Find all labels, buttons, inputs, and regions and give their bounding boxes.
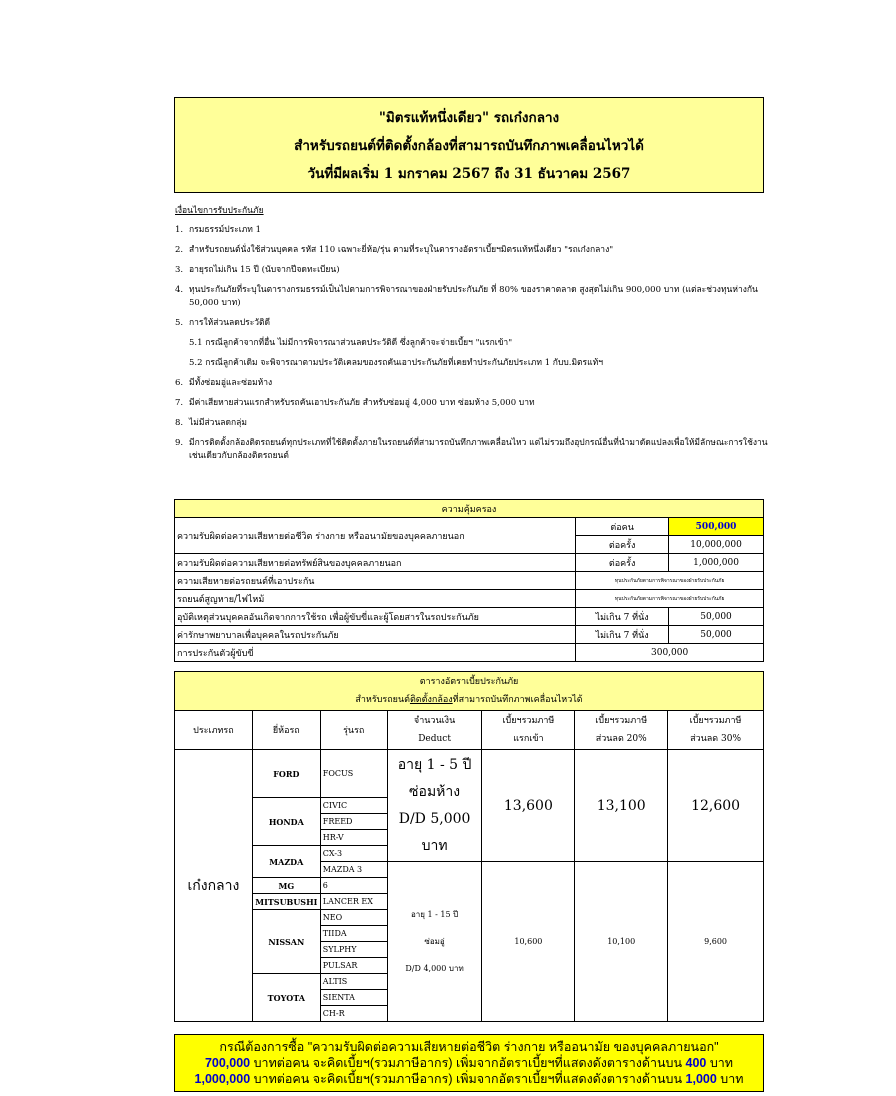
tier2-premium-20: 10,100 <box>575 862 668 1022</box>
coverage-value: ทุนประกันภัยตามการพิจารณาของฝ่ายรับประกันภัย <box>576 590 764 608</box>
coverage-sub: ต่อครั้ง <box>576 554 669 572</box>
model-cell: SIENTA <box>320 990 387 1006</box>
model-cell: LANCER EX <box>320 894 387 910</box>
model-cell: FOCUS <box>320 750 387 798</box>
conditions-section <box>175 205 775 470</box>
coverage-sub: ต่อคน <box>576 518 669 536</box>
tier1-deduct: อายุ 1 - 5 ปี ซ่อมห้าง D/D 5,000 บาท <box>387 750 482 862</box>
condition-item: 9. มีการติดตั้งกล้องติดรถยนต์ทุกประเภทที่ใช้ติดตั้งภายในรถยนต์ที่สามารถบันทึกภาพเคลื่อนไหว แต่ไม่รวมถึงอุปกรณ์อื่นที่นำมาดัดแปลงเพื่อให้มีลักษณะการใช้งานเช่นเดียวกับกล้องติดรถยนต์ <box>175 438 768 461</box>
tier2-premium-30: 9,600 <box>668 862 764 1022</box>
brand-cell: MAZDA <box>252 846 320 878</box>
condition-item: 8. ไม่มีส่วนลดกลุ่ม <box>175 418 247 428</box>
model-cell: SYLPHY <box>320 942 387 958</box>
footer-line-1: กรณีต้องการซื้อ "ความรับผิดต่อความเสียหายต่อชีวิต ร่างกาย หรืออนามัย ของบุคคลภายนอก" <box>219 1040 719 1054</box>
rate-table <box>174 671 764 1022</box>
coverage-title: ความคุ้มครอง <box>175 500 764 518</box>
coverage-table <box>174 499 764 662</box>
tier1-premium-20: 13,100 <box>575 750 668 862</box>
model-cell: ALTIS <box>320 974 387 990</box>
condition-sub-item: 5.1 กรณีลูกค้าจากที่อื่น ไม่มีการพิจารณาส่วนลดประวัติดี ซึ่งลูกค้าจะจ่ายเบี้ยฯ "แรกเข้า" <box>189 338 513 348</box>
coverage-sub: ไม่เกิน 7 ที่นั่ง <box>576 608 669 626</box>
header-premium-20: เบี้ยฯรวมภาษี ส่วนลด 20% <box>575 711 668 750</box>
header-line-3: วันที่มีผลเริ่ม 1 มกราคม 2567 ถึง 31 ธันวาคม 2567 <box>307 166 631 182</box>
header-premium-new: เบี้ยฯรวมภาษี แรกเข้า <box>482 711 575 750</box>
brand-cell: MG <box>252 878 320 894</box>
condition-sub-item: 5.2 กรณีลูกค้าเดิม จะพิจารณาตามประวัติเคลมของรถคันเอาประกันภัยที่เคยทำประกันภัยประเภท 1 กับบ.มิตรแท้ฯ <box>189 358 603 368</box>
header-premium-30: เบี้ยฯรวมภาษี ส่วนลด 30% <box>668 711 764 750</box>
coverage-value: 1,000,000 <box>669 554 764 572</box>
coverage-value: 50,000 <box>669 626 764 644</box>
condition-item: 7. มีค่าเสียหายส่วนแรกสำหรับรถคันเอาประกันภัย สำหรับซ่อมอู่ 4,000 บาท ซ่อมห้าง 5,000 บาท <box>175 398 535 408</box>
rate-title: ตารางอัตราเบี้ยประกันภัย สำหรับรถยนต์ติดตั้งกล้องที่สามารถบันทึกภาพเคลื่อนไหวได้ <box>175 672 764 711</box>
header-deduct: จำนวนเงิน Deduct <box>387 711 482 750</box>
document-header <box>174 97 764 193</box>
coverage-label: ความรับผิดต่อความเสียหายต่อชีวิต ร่างกาย หรืออนามัยของบุคคลภายนอก <box>175 518 576 554</box>
model-cell: HR-V <box>320 830 387 846</box>
tier1-premium-new: 13,600 <box>482 750 575 862</box>
footer-note <box>174 1034 764 1092</box>
model-cell: 6 <box>320 878 387 894</box>
condition-item: 5. การให้ส่วนลดประวัติดี <box>175 318 271 328</box>
coverage-label: ค่ารักษาพยาบาลเพื่อบุคคลในรถประกันภัย <box>175 626 576 644</box>
footer-line-2: 700,000 บาทต่อคน จะคิดเบี้ยฯ(รวมภาษีอากร) เพิ่มจากอัตราเบี้ยฯที่แสดงดังตารางด้านบน 400 บาท <box>204 1056 734 1070</box>
brand-cell: TOYOTA <box>252 974 320 1022</box>
condition-item: 1. กรมธรรม์ประเภท 1 <box>175 225 261 235</box>
model-cell: NEO <box>320 910 387 926</box>
coverage-value: 10,000,000 <box>669 536 764 554</box>
coverage-sub: ต่อครั้ง <box>576 536 669 554</box>
coverage-label: รถยนต์สูญหาย/ไฟไหม้ <box>175 590 576 608</box>
coverage-value: 300,000 <box>576 644 764 662</box>
header-line-2: สำหรับรถยนต์ที่ติดตั้งกล้องที่สามารถบันทึกภาพเคลื่อนไหวได้ <box>294 138 644 154</box>
header-type: ประเภทรถ <box>175 711 253 750</box>
coverage-label: การประกันตัวผู้ขับขี่ <box>175 644 576 662</box>
model-cell: MAZDA 3 <box>320 862 387 878</box>
model-cell: FREED <box>320 814 387 830</box>
model-cell: CH-R <box>320 1006 387 1022</box>
tier2-deduct: อายุ 1 - 15 ปี ซ่อมอู่ D/D 4,000 บาท <box>387 862 482 1022</box>
header-model: รุ่นรถ <box>320 711 387 750</box>
header-brand: ยี่ห้อรถ <box>252 711 320 750</box>
tier2-premium-new: 10,600 <box>482 862 575 1022</box>
condition-item: 2. สำหรับรถยนต์นั่งใช้ส่วนบุคคล รหัส 110 เฉพาะยี่ห้อ/รุ่น ตามที่ระบุในตารางอัตราเบี้ยฯมิตรแท้หนึ่งเดียว "รถเก๋งกลาง" <box>175 245 614 255</box>
brand-cell: MITSUBUSHI <box>252 894 320 910</box>
coverage-label: ความรับผิดต่อความเสียหายต่อทรัพย์สินของบุคคลภายนอก <box>175 554 576 572</box>
header-line-1: "มิตรแท้หนึ่งเดียว" รถเก๋งกลาง <box>378 110 560 126</box>
footer-line-3: 1,000,000 บาทต่อคน จะคิดเบี้ยฯ(รวมภาษีอากร) เพิ่มจากอัตราเบี้ยฯที่แสดงดังตารางด้านบน 1,000 บาท <box>194 1072 744 1086</box>
model-cell: TIIDA <box>320 926 387 942</box>
conditions-title: เงื่อนไขการรับประกันภัย <box>175 206 264 216</box>
condition-item: 4. ทุนประกันภัยที่ระบุในตารางกรมธรรม์เป็นไปตามการพิจารณาของฝ่ายรับประกันภัย ที่ 80% ของราคาตลาด สูงสุดไม่เกิน 900,000 บาท (แต่ละช่วงทุนห่างกัน 50,000 บาท) <box>175 285 758 308</box>
coverage-label: อุบัติเหตุส่วนบุคคลอันเกิดจากการใช้รถ เพื่อผู้ขับขี่และผู้โดยสารในรถประกันภัย <box>175 608 576 626</box>
tier1-premium-30: 12,600 <box>668 750 764 862</box>
coverage-value: ทุนประกันภัยตามการพิจารณาของฝ่ายรับประกันภัย <box>576 572 764 590</box>
coverage-label: ความเสียหายต่อรถยนต์ที่เอาประกัน <box>175 572 576 590</box>
brand-cell: HONDA <box>252 798 320 846</box>
model-cell: CIVIC <box>320 798 387 814</box>
brand-cell: NISSAN <box>252 910 320 974</box>
model-cell: CX-3 <box>320 846 387 862</box>
model-cell: PULSAR <box>320 958 387 974</box>
coverage-value-highlight: 500,000 <box>669 518 764 536</box>
coverage-sub: ไม่เกิน 7 ที่นั่ง <box>576 626 669 644</box>
brand-cell: FORD <box>252 750 320 798</box>
car-type: เก๋งกลาง <box>175 750 253 1022</box>
condition-item: 6. มีทั้งซ่อมอู่และซ่อมห้าง <box>175 378 273 388</box>
coverage-value: 50,000 <box>669 608 764 626</box>
condition-item: 3. อายุรถไม่เกิน 15 ปี (นับจากปีจดทะเบียน) <box>175 265 340 275</box>
